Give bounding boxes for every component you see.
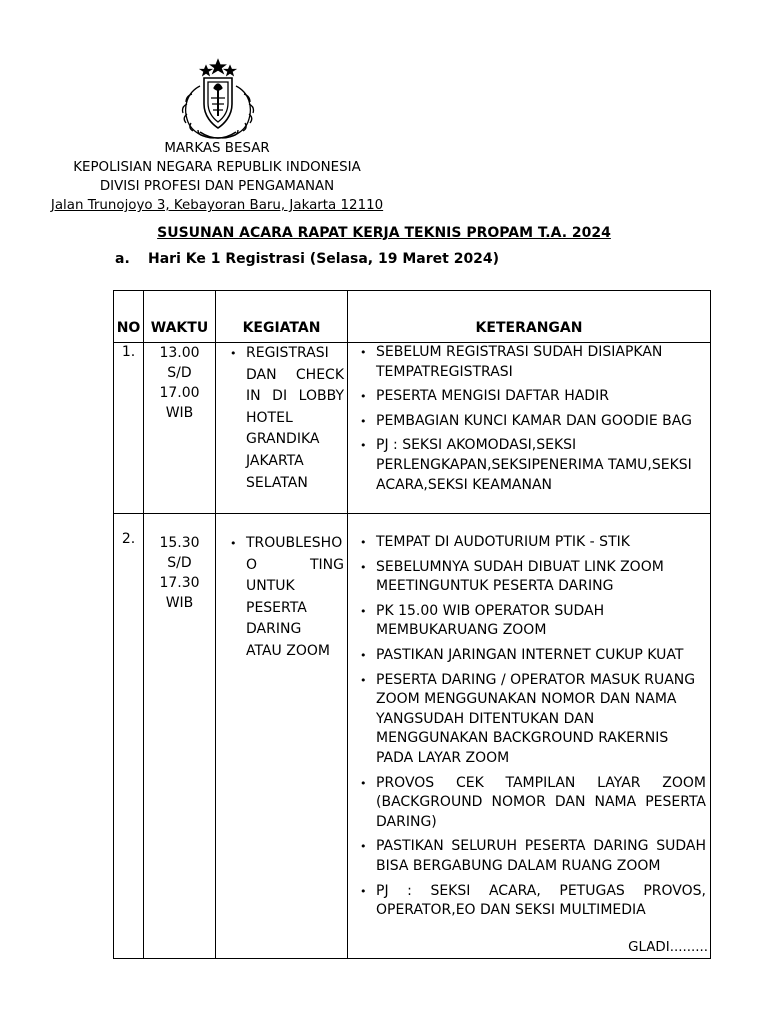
table-row xyxy=(114,514,711,959)
activity-line: UNTUK xyxy=(246,578,295,595)
letterhead-line1: MARKAS BESAR xyxy=(164,141,270,156)
note-item: • SEBELUM REGISTRASI SUDAH DISIAPKAN TEMPATREGISTRASI xyxy=(376,343,706,382)
letterhead xyxy=(40,139,394,215)
activity-line: HOTEL xyxy=(246,409,293,426)
time-separator: S/D xyxy=(167,555,192,571)
activity-line: SELATAN xyxy=(246,474,308,491)
time-zone: WIB xyxy=(165,405,194,421)
note-item: • PJ : SEKSI ACARA, PETUGAS PROVOS, OPERATOR,EO DAN SEKSI MULTIMEDIA xyxy=(376,882,706,921)
letterhead-line3: DIVISI PROFESI DAN PENGAMANAN xyxy=(99,179,335,194)
police-emblem-icon xyxy=(170,58,266,144)
note-item: • PROVOS CEK TAMPILAN LAYAR ZOOM (BACKGROUND NOMOR DAN NAMA PESERTA DARING) xyxy=(376,774,706,833)
time-end: 17.00 xyxy=(159,385,200,401)
activity-item xyxy=(246,343,344,494)
time-zone: WIB xyxy=(165,595,194,611)
row-number: 1. xyxy=(114,343,144,514)
letterhead-line2: KEPOLISIAN NEGARA REPUBLIK INDONESIA xyxy=(73,160,361,175)
activity-line: O TING xyxy=(246,556,344,573)
time-start: 15.30 xyxy=(159,535,200,551)
row-notes xyxy=(348,343,711,514)
activity-line: PESERTA xyxy=(246,599,307,616)
time-start: 13.00 xyxy=(159,345,200,361)
activity-line: DARING xyxy=(246,621,302,638)
subheading-marker: a. xyxy=(115,251,130,267)
activity-line: DAN CHECK xyxy=(246,366,344,383)
activity-item xyxy=(246,533,344,663)
activity-line: GRANDIKA xyxy=(246,431,320,448)
document-title: SUSUNAN ACARA RAPAT KERJA TEKNIS PROPAM T.A. 2024 xyxy=(157,225,611,241)
note-item: • PEMBAGIAN KUNCI KAMAR DAN GOODIE BAG xyxy=(376,412,706,432)
letterhead-address: Jalan Trunojoyo 3, Kebayoran Baru, Jakarta 12110 xyxy=(50,198,384,213)
note-item: • PESERTA DARING / OPERATOR MASUK RUANG ZOOM MENGGUNAKAN NOMOR DAN NAMA YANGSUDAH DITENTUKAN DAN MENGGUNAKAN BACKGROUND RAKERNIS PADA LAYAR ZOOM xyxy=(376,671,706,769)
table-row xyxy=(114,343,711,514)
note-item: • PJ : SEKSI AKOMODASI,SEKSI PERLENGKAPAN,SEKSIPENERIMA TAMU,SEKSI ACARA,SEKSI KEAMANAN xyxy=(376,436,706,495)
activity-line: • TROUBLESHO xyxy=(246,535,343,551)
row-activity xyxy=(216,514,348,959)
continuation-marker: GLADI......... xyxy=(628,940,708,955)
activity-line: JAKARTA xyxy=(246,452,304,469)
note-item: • PK 15.00 WIB OPERATOR SUDAH MEMBUKARUANG ZOOM xyxy=(376,602,706,641)
schedule-table xyxy=(113,290,711,959)
row-time xyxy=(144,514,216,959)
row-time xyxy=(144,343,216,514)
header-waktu: WAKTU xyxy=(144,291,216,343)
time-end: 17.30 xyxy=(159,575,200,591)
note-item: • SEBELUMNYA SUDAH DIBUAT LINK ZOOM MEETINGUNTUK PESERTA DARING xyxy=(376,558,706,597)
activity-line: • REGISTRASI xyxy=(246,345,329,361)
time-separator: S/D xyxy=(167,365,192,381)
header-kegiatan: KEGIATAN xyxy=(216,291,348,343)
header-no: NO xyxy=(114,291,144,343)
table-header-row xyxy=(114,291,711,343)
subheading-text: Hari Ke 1 Registrasi (Selasa, 19 Maret 2024) xyxy=(148,251,500,267)
note-item: • PESERTA MENGISI DAFTAR HADIR xyxy=(376,387,706,407)
note-item: • PASTIKAN SELURUH PESERTA DARING SUDAH BISA BERGABUNG DALAM RUANG ZOOM xyxy=(376,837,706,876)
activity-line: IN DI LOBBY xyxy=(246,388,344,405)
row-number: 2. xyxy=(114,514,144,959)
row-notes xyxy=(348,514,711,959)
row-activity xyxy=(216,343,348,514)
day-subheading xyxy=(115,251,499,267)
activity-line: ATAU ZOOM xyxy=(246,642,330,659)
header-keterangan: KETERANGAN xyxy=(348,291,711,343)
note-item: • PASTIKAN JARINGAN INTERNET CUKUP KUAT xyxy=(376,646,706,666)
note-item: • TEMPAT DI AUDOTURIUM PTIK - STIK xyxy=(376,533,706,553)
